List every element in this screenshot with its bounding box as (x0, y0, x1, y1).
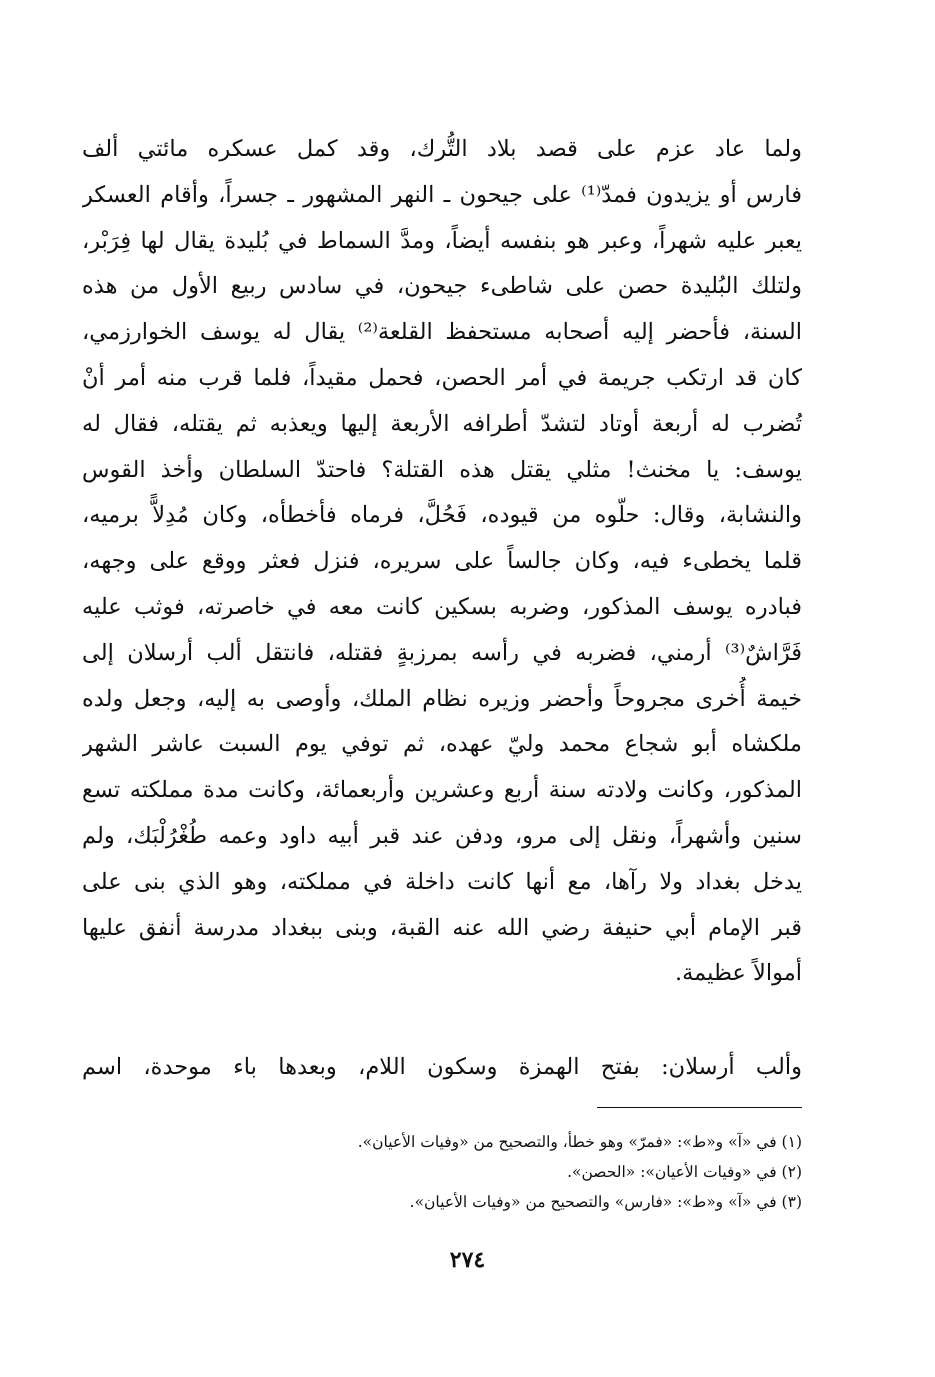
text-line: يعبر عليه شهراً، وعبر هو بنفسه أيضاً، ومدَّ السماط في بُليدة يقال لها فِرَبْر، (82, 227, 802, 254)
text-line: فَرَّاشٌ⁽³⁾ أرمني، فضربه في رأسه بمرزبةٍ فقتله، فانتقل ألب أرسلان إلى (82, 639, 802, 666)
text-line: قلما يخطىء فيه، وكان جالساً على سريره، فنزل فعثر ووقع على وجهه، (82, 548, 802, 575)
text-line: كان قد ارتكب جريمة في أمر الحصن، فحمل مقيداً، فلما قرب منه أمر أنْ (82, 364, 802, 391)
text-line: يوسف: يا مخنث! مثلي يقتل هذه القتلة؟ فاحتدّ السلطان وأخذ القوس (82, 456, 802, 483)
text-line: والنشابة، وقال: حلّوه من قيوده، فَحُلَّ، فرماه فأخطأه، وكان مُدِلاًّ برميه، (82, 502, 802, 529)
text-line: فارس أو يزيدون فمدّ⁽¹⁾ على جيحون ـ النهر المشهور ـ جسراً، وأقام العسكر (82, 181, 802, 208)
text-line: المذكور، وكانت ولادته سنة أربع وعشرين وأربعمائة، وكانت مدة مملكته تسع (82, 777, 802, 804)
text-line: ولما عاد عزم على قصد بلاد التُّرك، وقد كمل عسكره مائتي ألف (82, 136, 802, 162)
footnote: (١) في «آ» و«ط»: «فمرّ» وهو خطأ، والتصحيح من «وفيات الأعيان». (357, 1133, 802, 1151)
footnote: (٣) في «آ» و«ط»: «فارس» والتصحيح من «وفيات الأعيان». (409, 1193, 802, 1211)
page-number: ٢٧٤ (449, 1247, 486, 1273)
text-line: سنين وأشهراً، ونقل إلى مرو، ودفن عند قبر أبيه داود وعمه طُغْرُلْبَك، ولم (82, 822, 802, 849)
text-line: يدخل بغداد ولا رآها، مع أنها كانت داخلة في مملكته، وهو الذي بنى على (82, 868, 802, 895)
footnote: (٢) في «وفيات الأعيان»: «الحصن». (567, 1163, 802, 1181)
text-line: قبر الإمام أبي حنيفة رضي الله عنه القبة، وبنى ببغداد مدرسة أنفق عليها (82, 914, 802, 941)
second-paragraph (82, 1045, 802, 1091)
text-line: وألب أرسلان: بفتح الهمزة وسكون اللام، وبعدها باء موحدة، اسم (82, 1054, 802, 1080)
text-line: فبادره يوسف المذكور، وضربه بسكين كانت معه في خاصرته، فوثب عليه (82, 593, 802, 620)
text-line: السنة، فأحضر إليه أصحابه مستحفظ القلعة⁽²⁾ يقال له يوسف الخوارزمي، (82, 319, 802, 346)
footnotes (300, 1127, 802, 1217)
text-line: أموالاً عظيمة. (674, 960, 802, 987)
footnote-separator (597, 1107, 802, 1108)
text-line: ولتلك البُليدة حصن على شاطىء جيحون، في سادس ربيع الأول من هذه (82, 273, 802, 300)
main-paragraph (82, 127, 802, 997)
text-line: خيمة أُخرى مجروحاً وأحضر وزيره نظام الملك، وأوصى به إليه، وجعل ولده (82, 685, 802, 712)
text-line: ملكشاه أبو شجاع محمد وليّ عهده، ثم توفي يوم السبت عاشر الشهر (82, 731, 802, 758)
text-line: تُضرب له أربعة أوتاد لتشدّ أطرافه الأربعة إليها ويعذبه ثم يقتله، فقال له (82, 410, 802, 437)
